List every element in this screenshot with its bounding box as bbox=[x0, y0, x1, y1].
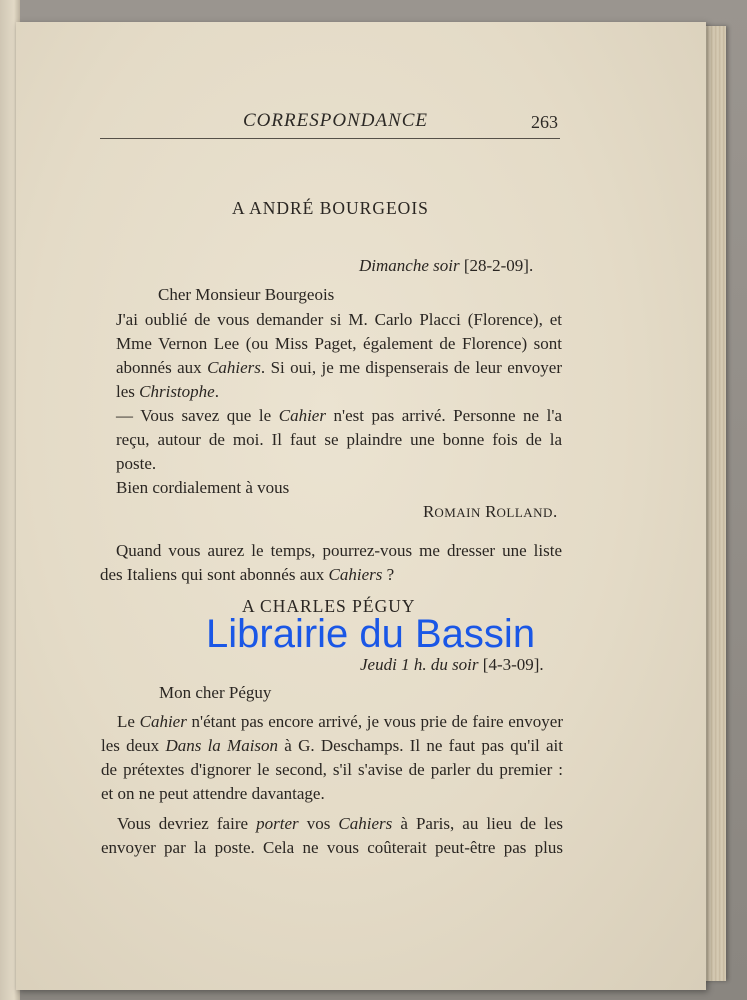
letter1-line-7: poste. bbox=[116, 454, 157, 473]
running-head bbox=[100, 110, 560, 139]
page-number: 263 bbox=[531, 112, 558, 132]
letter1-closing: Bien cordialement à vous bbox=[116, 478, 290, 497]
letter2-line-5-b: porter bbox=[256, 814, 299, 833]
letter1-line-4-c: . bbox=[214, 382, 219, 401]
letter2-line-1 bbox=[117, 712, 563, 732]
letter2-date-prefix: Jeudi 1 h. du soir bbox=[360, 655, 479, 674]
letter1-heading: A ANDRÉ BOURGEOIS bbox=[232, 198, 429, 218]
letter2-line-5-d: Cahiers bbox=[338, 814, 393, 833]
letter1-line-4 bbox=[116, 382, 219, 402]
letter2-salutation: Mon cher Péguy bbox=[159, 683, 272, 702]
letter1-signature bbox=[423, 502, 557, 522]
letter2-line-5-e: à Paris, au lieu de les bbox=[392, 814, 563, 833]
signature-first-rest: OMAIN bbox=[434, 505, 481, 520]
letter1-line-4-b: Christophe bbox=[139, 382, 215, 401]
signature-last-initial: R bbox=[485, 502, 497, 521]
letter2-line-5-c: vos bbox=[298, 814, 339, 833]
letter2-line-6: envoyer par la poste. Cela ne vous coûterait peut-être pas plus bbox=[101, 838, 563, 857]
letter1-line-6: reçu, autour de moi. Il faut se plaindre une bonne fois de la bbox=[116, 430, 562, 449]
letter1-ps-line-1: Quand vous aurez le temps, pourrez-vous me dresser une liste bbox=[116, 541, 562, 560]
running-title: CORRESPONDANCE bbox=[243, 110, 428, 131]
letter2-line-2 bbox=[101, 736, 563, 756]
signature-end: . bbox=[552, 502, 558, 521]
letter1-line-3-a: abonnés aux bbox=[116, 358, 208, 377]
letter1-date bbox=[359, 256, 533, 276]
letter1-line-1: J'ai oublié de vous demander si M. Carlo Placci (Florence), et bbox=[116, 310, 562, 329]
signature-first-initial: R bbox=[423, 502, 435, 521]
letter2-line-1-b: Cahier bbox=[139, 712, 187, 731]
book-page bbox=[16, 22, 706, 990]
letter1-line-3-c: . Si oui, je me dispenserais de leur envoyer bbox=[260, 358, 562, 377]
letter1-line-3-b: Cahiers bbox=[207, 358, 261, 377]
letter1-line-5-a: — Vous savez que le bbox=[116, 406, 279, 425]
letter2-line-4: et on ne peut attendre davantage. bbox=[101, 784, 325, 803]
letter2-line-5-a: Vous devriez faire bbox=[117, 814, 257, 833]
ps-line-2-c: ? bbox=[382, 565, 395, 584]
letter1-line-5-c: n'est pas arrivé. Personne ne l'a bbox=[325, 406, 562, 425]
letter1-salutation: Cher Monsieur Bourgeois bbox=[158, 285, 335, 304]
letter1-line-4-a: les bbox=[116, 382, 140, 401]
letter2-line-2-a: les deux bbox=[101, 736, 166, 755]
letter2-line-5 bbox=[117, 814, 563, 834]
letter2-line-1-c: n'étant pas encore arrivé, je vous prie de faire envoyer bbox=[186, 712, 563, 731]
letter2-line-2-c: à G. Deschamps. Il ne faut pas qu'il ait bbox=[278, 736, 564, 755]
letter1-date-value: [28-2-09]. bbox=[463, 256, 534, 275]
letter1-ps-line-2 bbox=[100, 565, 394, 585]
letter2-line-1-a: Le bbox=[117, 712, 140, 731]
letter1-line-5-b: Cahier bbox=[278, 406, 326, 425]
letter2-date bbox=[360, 655, 544, 675]
watermark: Librairie du Bassin bbox=[206, 612, 536, 656]
letter1-line-3 bbox=[116, 358, 562, 378]
letter2-date-value: [4-3-09]. bbox=[482, 655, 544, 674]
letter1-date-prefix: Dimanche soir bbox=[359, 256, 460, 275]
signature-last-rest: OLLAND bbox=[496, 505, 553, 520]
ps-line-2-a: des Italiens qui sont abonnés aux bbox=[100, 565, 329, 584]
letter1-line-2: Mme Vernon Lee (ou Miss Paget, également de Florence) sont bbox=[116, 334, 562, 353]
letter2-line-3: de prétextes d'ignorer le second, s'il s'avise de parler du premier : bbox=[101, 760, 563, 779]
ps-line-2-b: Cahiers bbox=[328, 565, 383, 584]
letter2-heading: A CHARLES PÉGUY bbox=[242, 596, 416, 616]
letter1-line-5 bbox=[116, 406, 562, 426]
letter2-line-2-b: Dans la Maison bbox=[165, 736, 279, 755]
